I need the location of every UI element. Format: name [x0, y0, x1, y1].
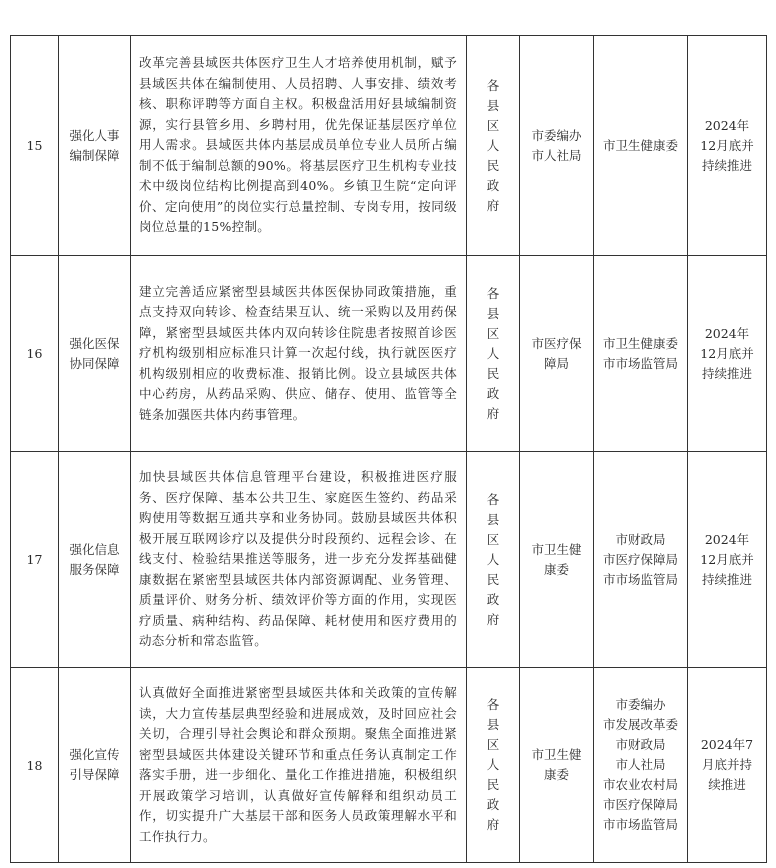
task-table-body: [11, 36, 767, 863]
partner-unit-item: 市市场监管局: [602, 817, 678, 832]
partner-unit-item: 市财政局: [615, 737, 666, 752]
partner-unit-item: 市发展改革委: [602, 717, 678, 732]
table-row: [11, 36, 767, 256]
partner-units: [594, 452, 688, 668]
responsible-dept: [520, 452, 594, 668]
deadline: 2024年7月底并持续推进: [688, 668, 767, 863]
partner-units: [594, 668, 688, 863]
responsible-dept-item: 市人社局: [531, 147, 582, 163]
partner-unit-item: 市医疗保障局: [602, 797, 678, 812]
table-row: [11, 256, 767, 452]
partner-unit-item: 市财政局: [615, 531, 666, 547]
responsible-dept-item: 市委编办: [531, 127, 582, 143]
partner-unit-item: 市市场监管局: [602, 355, 678, 371]
row-number: 18: [11, 668, 59, 863]
responsible-dept-item: 市医疗保障局: [531, 335, 582, 371]
row-number: 15: [11, 36, 59, 256]
task-content: 加快县域医共体信息管理平台建设，积极推进医疗服务、医疗保障、基本公共卫生、家庭医生签约、药品采购使用等数据互通共享和业务协同。鼓励县域医共体积极开展互联网诊疗以及提供分时段预约、远程会诊、在线支付、检验结果推送等服务，进一步充分发挥基础健康数据在紧密型县域医共体内部资源调配、业务管理、质量评价、财务分析、绩效评价等方面的作用，实现医疗质量、病种结构、药品保障、耗材使用和医疗费用的动态分析和常态监管。: [131, 452, 467, 668]
responsible-dept: [520, 256, 594, 452]
task-name: 强化信息服务保障: [59, 452, 131, 668]
partner-unit-item: 市卫生健康委: [602, 335, 678, 351]
responsible-dept-item: 市卫生健康委: [531, 747, 582, 782]
partner-unit-item: 市委编办: [615, 697, 666, 712]
task-name: 强化宣传引导保障: [59, 668, 131, 863]
responsible-dept: [520, 668, 594, 863]
lead-unit: 各县区人民政府: [467, 668, 520, 863]
responsible-dept-item: 市卫生健康委: [531, 541, 582, 577]
table-row: [11, 452, 767, 668]
deadline: 2024年12月底并持续推进: [688, 256, 767, 452]
partner-unit-item: 市医疗保障局: [602, 551, 678, 567]
task-content: 建立完善适应紧密型县域医共体医保协同政策措施，重点支持双向转诊、检查结果互认、统一采购以及用药保障，紧密型县域医共体内双向转诊住院患者按照首诊医疗机构级别相应标准只计算一次起付线，执行就医医疗机构级别相应的收费标准、报销比例。设立县域医共体中心药房，从药品采购、供应、储存、使用、监管等全链条加强医共体内药事管理。: [131, 256, 467, 452]
partner-unit-item: 市卫生健康委: [602, 137, 678, 153]
deadline: 2024年12月底并持续推进: [688, 36, 767, 256]
partner-units: [594, 256, 688, 452]
lead-unit: 各县区人民政府: [467, 36, 520, 256]
lead-unit: 各县区人民政府: [467, 452, 520, 668]
partner-units: [594, 36, 688, 256]
responsible-dept: [520, 36, 594, 256]
task-content: 认真做好全面推进紧密型县域医共体和关政策的宣传解读，大力宣传基层典型经验和进展成效，及时回应社会关切，合理引导社会舆论和群众预期。聚焦全面推进紧密型县域医共体建设关键环节和重点任务认真制定工作落实手册，进一步细化、量化工作推进措施，积极组织开展政策学习培训，认真做好宣传解释和组织动员工作，切实提升广大基层干部和医务人员政策理解水平和工作执行力。: [131, 668, 467, 863]
task-name: 强化医保协同保障: [59, 256, 131, 452]
partner-unit-item: 市市场监管局: [602, 571, 678, 587]
partner-unit-item: 市农业农村局: [602, 777, 678, 792]
partner-unit-item: 市人社局: [615, 757, 666, 772]
task-name: 强化人事编制保障: [59, 36, 131, 256]
table-row: [11, 668, 767, 863]
row-number: 17: [11, 452, 59, 668]
task-content: 改革完善县域医共体医疗卫生人才培养使用机制，赋予县域医共体在编制使用、人员招聘、人事安排、绩效考核、职称评聘等方面自主权。积极盘活用好县域编制资源，实行县管乡用、乡聘村用，优先保证基层医疗单位用人需求。县域医共体内基层成员单位专业人员所占编制不低于编制总额的90%。将基层医疗卫生机构专业技术中级岗位结构比例提高到40%。乡镇卫生院“定向评价、定向使用”的岗位实行总量控制、专岗专用，按同级岗位总量的15%控制。: [131, 36, 467, 256]
task-table: [10, 35, 767, 863]
row-number: 16: [11, 256, 59, 452]
lead-unit: 各县区人民政府: [467, 256, 520, 452]
deadline: 2024年12月底并持续推进: [688, 452, 767, 668]
